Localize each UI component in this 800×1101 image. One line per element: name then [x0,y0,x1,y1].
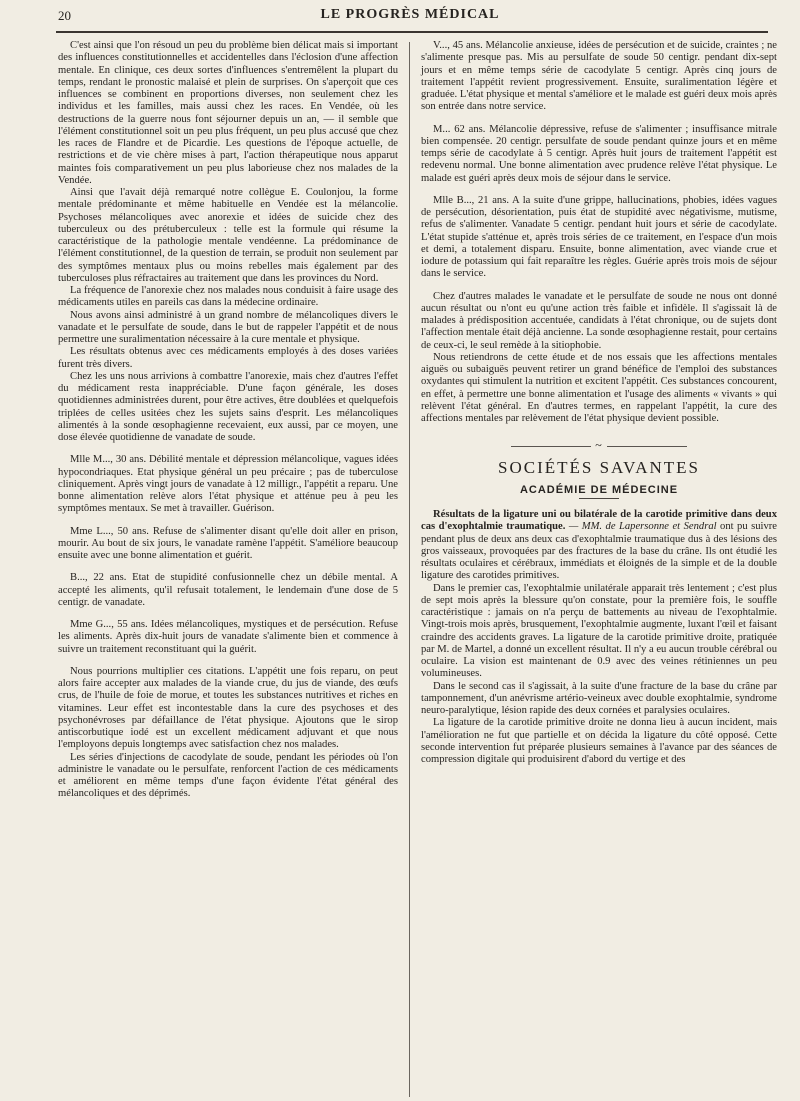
case-paragraph: Mlle B..., 21 ans. A la suite d'une grippe, hallucinations, phobies, idées vagues de persécution, désorientation, puis état de stupidité avec négativisme, mutisme, refus de s'alimenter. Vanadate 5 centigr. pendant huit jours et série de cacodylate. L'état stupide s'atténue et, après trois séries de ce traitement, en l'espace d'un mois et demi, a totalement disparu. Ensuite, bonne alimentation, avec viande crue et iodure de potassium qui fait reparaître les règles. Guérie après trois mois de séjour dans le service. [421,194,777,280]
paragraph: Les séries d'injections de cacodylate de soude, pendant les périodes où l'on administre le vanadate ou le persulfate, renforcent l'action de ces médicaments et améliorent en même temps d'une façon évidente l'état général des mélancoliques et des déprimés. [58,751,398,800]
paragraph: Les résultats obtenus avec ces médicaments employés à des doses variées furent très divers. [58,346,398,370]
running-title: LE PROGRÈS MÉDICAL [320,7,500,22]
case-paragraph: B..., 22 ans. Etat de stupidité confusionnelle chez un débile mental. A accepté les aliments, qu'il refusait totalement, le lendemain d'une dose de 5 centigr. de vanadate. [58,572,398,608]
ornament-rule [607,446,687,447]
left-column [58,40,398,801]
article-lead [421,509,777,583]
page-number: 20 [58,8,71,23]
paragraph: La ligature de la carotide primitive droite ne donna lieu à aucun incident, mais l'amélioration ne fut que partielle et on décida la ligature du côté opposé. Cette seconde intervention fut préparée plusieurs semaines à l'avance par des séances de compression digitale qui produisirent d'abord du vertige et des [421,717,777,765]
paragraph: Nous pourrions multiplier ces citations. L'appétit une fois reparu, on peut alors faire accepter aux malades de la viande crue, du jus de viande, des œufs crus, de l'huile de foie de morue, et toutes les substances nutritives et riches en vitamines. Leur effet est incontestable dans la cure des psychoses et des psychonévroses par défaillance de l'état physique. Ajoutons que le sirop antiscorbutique iodé est un excellent médicament adjuvant et que nous l'employons depuis longtemps avec satisfaction chez nos malades. [58,665,398,751]
paragraph: Dans le premier cas, l'exophtalmie unilatérale apparait très lentement ; c'est plus de sept mois après la blessure qu'on constate, pour la première fois, le souffle caractéristique : jamais on n'a perçu de battements au niveau de l'exophtalmie. Vingt-trois mois après, brusquement, l'exophtalmie augmente, luxant l'œil et faisant craindre des accidents graves. La ligature de la carotide primitive droite, pratiquée par M. de Martel, a donné un excellent résultat. Il n'y a eu aucun trouble cérébral ou oculaire. La vision est maintenant de 0.9 avec des veines rétiniennes un peu volumineuses. [421,582,777,680]
section-ornament [421,439,777,451]
paragraph: Nous retiendrons de cette étude et de nos essais que les affections mentales aiguës ou subaiguës peuvent retirer un grand bénéfice de l'emploi des substances oxydantes qui stimulent la nutrition et excitent l'appétit. Ces substances concourent, en effet, à permettre une bonne alimentation et l'usage des aliments « vivants » qui relèvent l'état général. En d'autres termes, en rappelant l'appétit, la cure des affections mentales par relèvement de l'état physique devient possible. [421,351,777,424]
case-paragraph: Mme G..., 55 ans. Idées mélancoliques, mystiques et de persécution. Refuse les aliments. Après dix-huit jours de vanadate s'alimente bien et commence à suivre un traitement reconstituant qui la guérit. [58,619,398,655]
paragraph: Nous avons ainsi administré à un grand nombre de mélancoliques divers le vanadate et le persulfate de soude, dans le but de rappeler l'appétit et de nous permettre une suralimentation nécessaire à la cure mentale et physique. [58,309,398,345]
article-body: ont pu suivre pendant plus de deux ans deux cas d'exophtalmie traumatique dus à des lésions des gros vaisseaux, provoquées par des fractures de la base du crâne. Ils ont étudié les résultats oculaires et cérébraux, immédiats et éloignés de la simple et de la double ligature des carotides primitives. [421,521,778,582]
paragraph: Dans le second cas il s'agissait, à la suite d'une fracture de la base du crâne par tamponnement, d'un anévrisme artério-veineux avec double exophtalmie, syndrome neuro-paralytique, lésion rapide des deux cornées et paralysies oculaires. [421,680,777,716]
ornament-glyph: ~ [595,438,603,453]
subsection-title: ACADÉMIE DE MÉDECINE [519,483,679,496]
column-divider [409,42,410,1097]
subsection-rule [579,498,619,499]
header-rule [56,31,768,33]
case-paragraph: M... 62 ans. Mélancolie dépressive, refuse de s'alimenter ; insuffisance mitrale bien compensée. 20 centigr. persulfate de soude pendant quinze jours et en même temps série de cacodylate à 5 centigr. Après huit jours de traitement l'appétit est redevenu normal. Une bonne alimentation avec prudence relève l'état physique. Le malade est guéri après deux mois de séjour dans le service. [421,123,777,184]
ornament-rule [511,446,591,447]
article-title: Résultats de la ligature uni ou bilatérale de la carotide primitive dans deux cas d'exophtalmie traumatique. [421,509,777,533]
paragraph: C'est ainsi que l'on résoud un peu du problème bien délicat mais si important des influences constitutionnelles et accidentelles dans l'éclosion d'une affection mentale. En clinique, ces deux sortes d'influences s'entremêlent la plupart du temps, rendant le pronostic malaisé et plein de surprises. On s'aperçoit que ces influences se combinent en proportions diverses, non seulement chez les individus et les familles, mais aussi chez les races. En Vendée, où les destructions de la guerre nous font séjourner depuis un an, — il semble que l'élément constitutionnel soit un peu plus fréquent, un peu plus accusé que chez les races de Flandre et de Picardie. Les questions de l'époque actuelle, de restrictions et de vie chère mises à part, l'action thérapeutique nous apparut maintes fois comparativement un peu plus laborieuse chez nos malades de la Vendée. [58,40,398,186]
paragraph: Chez les uns nous arrivions à combattre l'anorexie, mais chez d'autres l'effet du médicament resta inappréciable. D'une façon générale, les doses quotidiennes administrées durent, pour être actives, être doublées et quelquefois triplées de celles usitées chez les sujets sains d'esprit. Les mélancoliques alimentés à la sonde œsophagienne recevaient, eux aussi, par ce moyen, une dose élevée quotidienne de vanadate de soude. [58,370,398,443]
section-title: SOCIÉTÉS SAVANTES [498,457,700,477]
article-authors: — MM. de Lapersonne et Sendral [568,521,717,533]
paragraph: Ainsi que l'avait déjà remarqué notre collègue E. Coulonjou, la forme mentale prédominante et même habituelle en Vendée est la mélancolie. Psychoses mélancoliques avec anorexie et idées de suicide chez des tuberculeux ou des prétuberculeux : telle est la formule qui résume la caractéristique de la pathologie mentale vendéenne. La prédominance de l'élément constitutionnel, de la question de terrain, se produit non seulement par des symptômes mentaux plus ou moins rebelles mais également par des tuberculoses plus réfractaires au traitement que dans les provinces du Nord. [58,187,398,284]
paragraph: La fréquence de l'anorexie chez nos malades nous conduisit à faire usage des médicaments utiles en pareils cas dans la médecine ordinaire. [58,285,398,309]
paragraph: Chez d'autres malades le vanadate et le persulfate de soude ne nous ont donné aucun résultat ou n'ont eu qu'une action très faible et infidèle. Il s'agissait là de malades à prédisposition accentuée, candidats à l'état chronique, ou de sujets dont l'affection mentale était déjà ancienne. La sonde œsophagienne restait, pour certains de ceux-ci, le seul remède à la sitiophobie. [421,290,777,351]
case-paragraph: V..., 45 ans. Mélancolie anxieuse, idées de persécution et de suicide, craintes ; ne s'alimente presque pas. Mis au persulfate de soude 50 centigr. pendant dix-sept jours et en même temps série de cacodylate 5 centigr. Après cinq jours de traitement l'appétit revient progressivement. Ensuite, suralimentation légère et graduée. L'état physique et mental s'améliore et le malade est guéri deux mois après son entrée dans notre service. [421,40,777,113]
right-column [421,40,777,766]
case-paragraph: Mme L..., 50 ans. Refuse de s'alimenter disant qu'elle doit aller en prison, mourir. Au bout de six jours, le vanadate ramène l'appétit. S'améliore beaucoup ensuite avec une bonne alimentation et guérit. [58,525,398,561]
case-paragraph: Mlle M..., 30 ans. Débilité mentale et dépression mélancolique, vagues idées hypocondriaques. Etat physique général un peu précaire ; pas de tuberculose cliniquement. Après vingt jours de vanadate à 12 milligr., l'appétit a reparu. Une bonne alimentation relève alors l'état physique et atténue peu à peu les symptômes mentaux. Se met à travailler. Guérison. [58,454,398,515]
page-header [50,6,770,28]
